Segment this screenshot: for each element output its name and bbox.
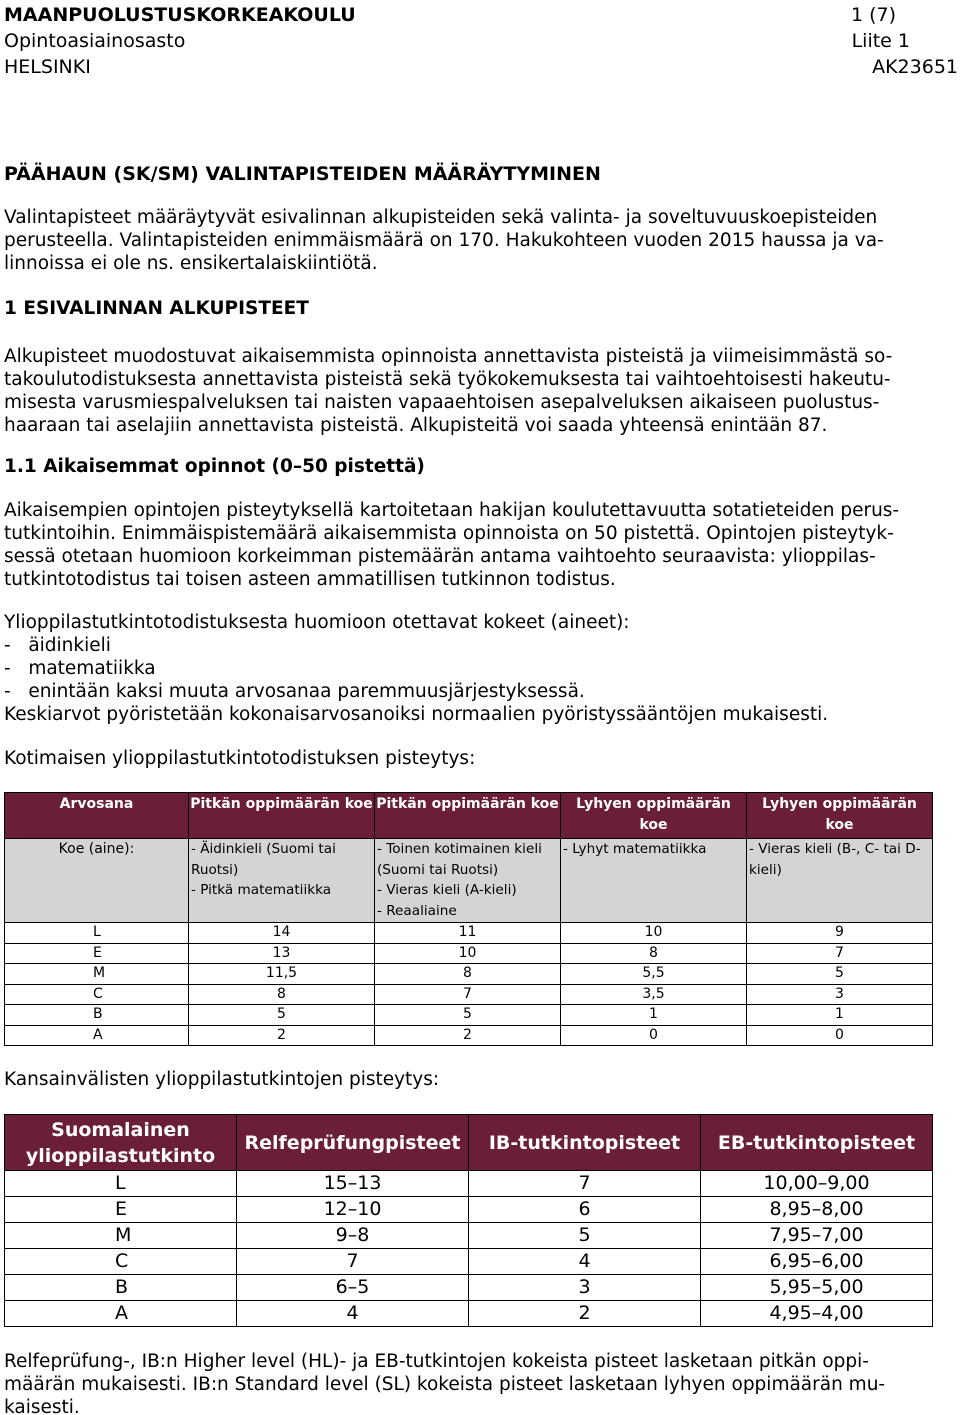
column-header: Lyhyen oppimäärän koe — [747, 793, 933, 839]
text-line: misesta varusmiespalveluksen tai naisten vapaaehtoisen asepalveluksen aikaiseen puolustus- — [4, 392, 880, 413]
table-cell: 7 — [375, 984, 561, 1005]
table-cell: 2 — [469, 1301, 701, 1327]
table-cell: 5,5 — [561, 964, 747, 985]
reference-code: AK23651 — [872, 56, 958, 78]
exam-list-item: - matematiikka — [4, 658, 156, 679]
department-name: Opintoasiainosasto — [4, 30, 186, 52]
table-row — [5, 1005, 933, 1026]
table-cell: B — [5, 1005, 189, 1026]
table-cell: 6–5 — [237, 1275, 469, 1301]
table-cell: M — [5, 1223, 237, 1249]
table-cell: 5 — [747, 964, 933, 985]
domestic-table-caption: Kotimaisen ylioppilastutkintotodistuksen pisteytys: — [4, 748, 476, 769]
table-cell: A — [5, 1025, 189, 1046]
subject-line: - Lyhyt matematiikka — [563, 841, 707, 857]
table-cell: C — [5, 984, 189, 1005]
text-line: takoulutodistuksesta annettavista pisteistä sekä työkokemuksesta tai vaihtoehtoisesti hakeutu- — [4, 369, 891, 390]
organization-name: MAANPUOLUSTUSKORKEAKOULU — [4, 4, 356, 26]
table-cell: 0 — [561, 1025, 747, 1046]
table-cell: 3 — [747, 984, 933, 1005]
table-cell: 10 — [561, 923, 747, 944]
table-cell: 10 — [375, 943, 561, 964]
text-line: Valintapisteet määräytyvät esivalinnan alkupisteiden sekä valinta- ja soveltuvuuskoepisteiden — [4, 207, 878, 228]
subject-line: - Reaaliaine — [377, 902, 457, 919]
table-cell: 11,5 — [189, 964, 375, 985]
table-row — [5, 1223, 933, 1249]
footer-paragraph — [4, 1350, 954, 1415]
column-header: Pitkän oppimäärän koe — [375, 793, 561, 839]
column-header: Lyhyen oppimäärän koe — [561, 793, 747, 839]
table-row — [5, 984, 933, 1005]
text-line: tutkintoihin. Enimmäispistemäärä aikaisemmista opinnoista on 50 pistettä. Opintojen pisteytyk- — [4, 523, 894, 544]
exam-list-intro: Ylioppilastutkintotodistuksesta huomioon otettavat kokeet (aineet): — [4, 612, 630, 633]
section-1-heading: 1 ESIVALINNAN ALKUPISTEET — [4, 298, 309, 319]
table-cell: 1 — [561, 1005, 747, 1026]
column-header: Pitkän oppimäärän koe — [189, 793, 375, 839]
text-line: sessä otetaan huomioon korkeimman pistemäärän antama vaihtoehto seuraavista: ylioppilas- — [4, 546, 876, 567]
exam-list-item: - äidinkieli — [4, 635, 111, 656]
table-cell: 4,95–4,00 — [701, 1301, 933, 1327]
table-cell: 8 — [189, 984, 375, 1005]
text-line: kaisesti. — [4, 1397, 80, 1415]
section-1-1-paragraph — [4, 499, 954, 591]
table-cell: 1 — [747, 1005, 933, 1026]
subject-line: - Vieras kieli (A-kieli) — [377, 882, 517, 898]
table-cell: 4 — [237, 1301, 469, 1327]
subject-line: - Äidinkieli (Suomi tai Ruotsi) — [191, 841, 336, 878]
attachment-label: Liite 1 — [851, 30, 910, 52]
table-row — [5, 1171, 933, 1197]
subject-line: - Vieras kieli (B-, C- tai D-kieli) — [749, 841, 921, 878]
table-cell: 14 — [189, 923, 375, 944]
international-scoring-table — [4, 1114, 933, 1327]
table-cell: A — [5, 1301, 237, 1327]
text-line: Alkupisteet muodostuvat aikaisemmista opinnoista annettavista pisteistä ja viimeisimmästä so- — [4, 346, 893, 367]
table-row — [5, 943, 933, 964]
table-cell: 8 — [375, 964, 561, 985]
table-cell: 5 — [469, 1223, 701, 1249]
table-cell: 8,95–8,00 — [701, 1197, 933, 1223]
text-line: perusteella. Valintapisteiden enimmäismäärä on 170. Hakukohteen vuoden 2015 haussa ja va- — [4, 230, 884, 251]
text-line: tutkintotodistus tai toisen asteen ammatillisen tutkinnon todistus. — [4, 569, 616, 590]
table-cell: 2 — [375, 1025, 561, 1046]
subject-line: - Toinen kotimainen kieli (Suomi tai Ruotsi) — [377, 841, 542, 878]
table-row — [5, 1025, 933, 1046]
city-name: HELSINKI — [4, 56, 91, 78]
text-line: määrän mukaisesti. IB:n Standard level (SL) kokeista pisteet lasketaan lyhyen oppimäärän mu- — [4, 1374, 886, 1395]
table-cell: 5,95–5,00 — [701, 1275, 933, 1301]
column-header: IB-tutkintopisteet — [469, 1115, 701, 1171]
table-cell: 6 — [469, 1197, 701, 1223]
table-row — [5, 1249, 933, 1275]
subject-line: - Pitkä matematiikka — [191, 882, 332, 898]
table-cell: E — [5, 1197, 237, 1223]
table-cell: 0 — [747, 1025, 933, 1046]
table-cell: 7,95–7,00 — [701, 1223, 933, 1249]
subject-cell — [375, 839, 561, 923]
table-row — [5, 964, 933, 985]
document-title: PÄÄHAUN (SK/SM) VALINTAPISTEIDEN MÄÄRÄYTYMINEN — [4, 163, 601, 185]
text-line: Relfeprüfung-, IB:n Higher level (HL)- ja EB-tutkintojen kokeista pisteet lasketaan pitkän oppi- — [4, 1351, 869, 1372]
exam-list-block — [4, 611, 954, 726]
text-line: haaraan tai aselajiin annettavista pisteistä. Alkupisteitä voi saada yhteensä enintään 87. — [4, 415, 828, 436]
subjects-label: Koe (aine): — [5, 839, 189, 923]
table-cell: 13 — [189, 943, 375, 964]
table-header-row — [5, 793, 933, 839]
international-table-caption: Kansainvälisten ylioppilastutkintojen pisteytys: — [4, 1069, 440, 1090]
subject-cell — [189, 839, 375, 923]
subject-cell — [747, 839, 933, 923]
table-cell: 3 — [469, 1275, 701, 1301]
table-cell: 5 — [189, 1005, 375, 1026]
text-line: linnoissa ei ole ns. ensikertalaiskiintiötä. — [4, 253, 378, 274]
text-line: Aikaisempien opintojen pisteytyksellä kartoitetaan hakijan koulutettavuutta sotatieteiden perus- — [4, 500, 900, 521]
table-cell: 7 — [237, 1249, 469, 1275]
letterhead — [4, 2, 958, 80]
table-cell: 7 — [469, 1171, 701, 1197]
table-cell: 15–13 — [237, 1171, 469, 1197]
table-cell: 7 — [747, 943, 933, 964]
section-1-1-heading: 1.1 Aikaisemmat opinnot (0–50 pistettä) — [4, 456, 425, 477]
table-cell: 11 — [375, 923, 561, 944]
intro-paragraph — [4, 206, 954, 275]
table-cell: M — [5, 964, 189, 985]
table-cell: L — [5, 923, 189, 944]
table-cell: B — [5, 1275, 237, 1301]
table-cell: 4 — [469, 1249, 701, 1275]
rounding-note: Keskiarvot pyöristetään kokonaisarvosanoiksi normaalien pyöristyssääntöjen mukaisesti. — [4, 704, 829, 725]
table-header-row — [5, 1115, 933, 1171]
column-header: EB-tutkintopisteet — [701, 1115, 933, 1171]
table-cell: L — [5, 1171, 237, 1197]
table-cell: 2 — [189, 1025, 375, 1046]
table-cell: 9–8 — [237, 1223, 469, 1249]
table-cell: C — [5, 1249, 237, 1275]
table-cell: 3,5 — [561, 984, 747, 1005]
table-row — [5, 1301, 933, 1327]
table-cell: E — [5, 943, 189, 964]
table-cell: 12–10 — [237, 1197, 469, 1223]
section-1-paragraph — [4, 345, 954, 437]
domestic-scoring-table — [4, 792, 933, 1046]
table-row — [5, 1275, 933, 1301]
table-cell: 9 — [747, 923, 933, 944]
column-header: Relfeprüfungpisteet — [237, 1115, 469, 1171]
table-cell: 8 — [561, 943, 747, 964]
table-cell: 6,95–6,00 — [701, 1249, 933, 1275]
exam-list-item: - enintään kaksi muuta arvosanaa paremmuusjärjestyksessä. — [4, 681, 585, 702]
page-number: 1 (7) — [850, 4, 896, 26]
column-header: Suomalainen ylioppilastutkinto — [5, 1115, 237, 1171]
table-cell: 10,00–9,00 — [701, 1171, 933, 1197]
table-cell: 5 — [375, 1005, 561, 1026]
subjects-row — [5, 839, 933, 923]
subject-cell — [561, 839, 747, 923]
column-header: Arvosana — [5, 793, 189, 839]
table-row — [5, 923, 933, 944]
table-row — [5, 1197, 933, 1223]
